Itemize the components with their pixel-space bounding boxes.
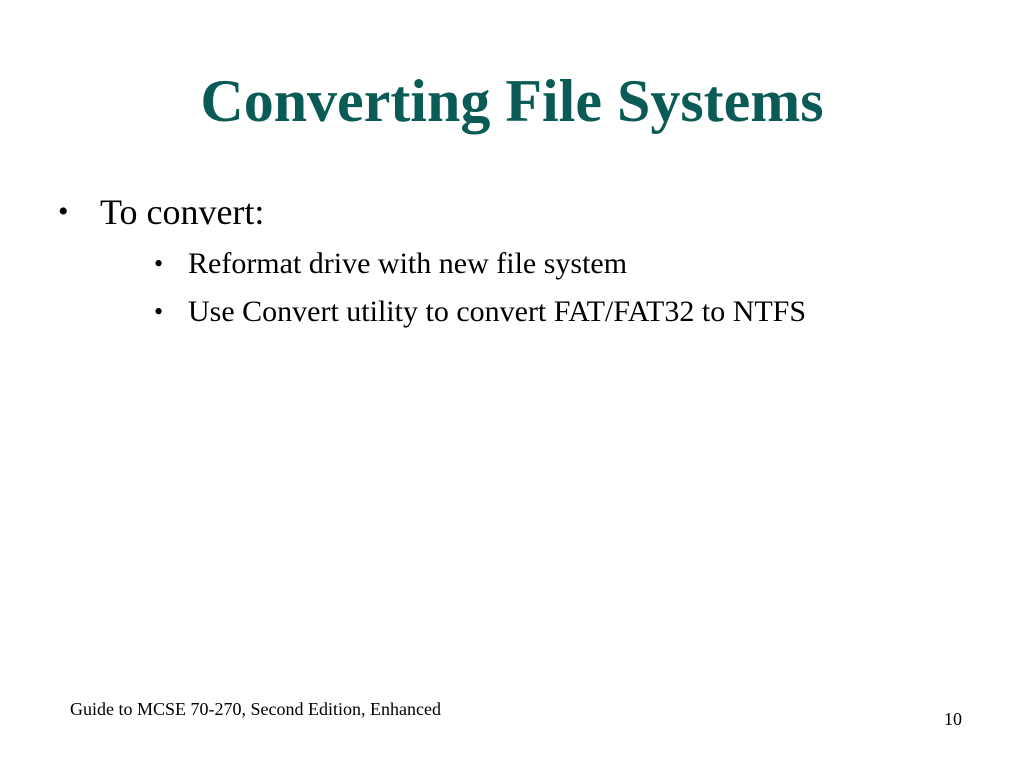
slide-title: Converting File Systems — [200, 68, 824, 134]
sub-bullet-text: Reformat drive with new file system — [188, 247, 628, 280]
bullet-icon: • — [154, 297, 164, 326]
sub-bullet-text: Use Convert utility to convert FAT/FAT32 to NTFS — [188, 295, 807, 328]
bullet-icon: • — [58, 195, 69, 228]
footer-text: Guide to MCSE 70-270, Second Edition, Enhanced — [70, 699, 441, 719]
sub-bullet-list — [100, 246, 998, 330]
sub-bullet-item — [100, 294, 998, 330]
bullet-item — [58, 190, 998, 330]
bullet-list — [58, 190, 998, 330]
sub-bullet-item — [100, 246, 998, 282]
bullet-text: To convert: — [100, 192, 265, 232]
bullet-icon: • — [154, 249, 164, 278]
page-number: 10 — [944, 709, 962, 729]
